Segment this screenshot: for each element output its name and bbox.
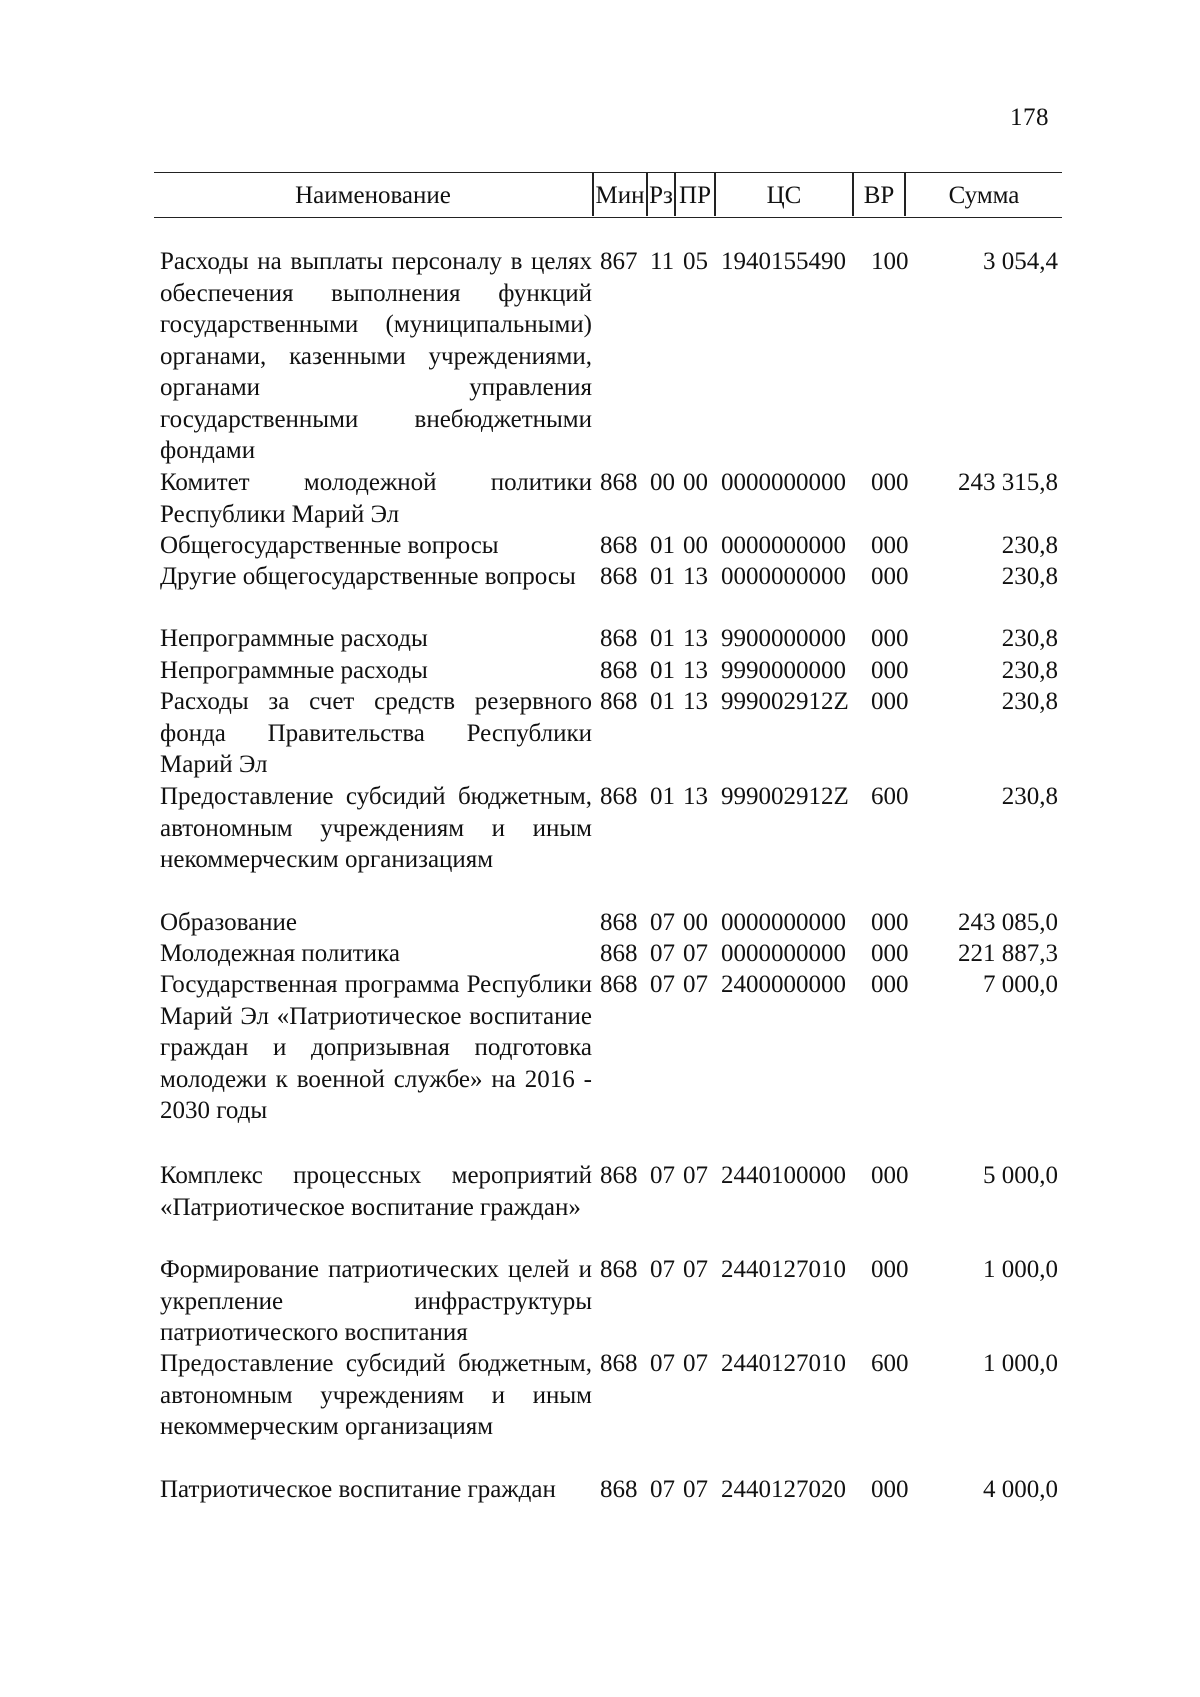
row-rz: 01 bbox=[650, 657, 675, 684]
row-min: 868 bbox=[600, 1162, 638, 1189]
header-min: Мин bbox=[595, 182, 645, 209]
row-pr: 00 bbox=[683, 532, 708, 559]
row-rz: 01 bbox=[650, 563, 675, 590]
row-vr: 100 bbox=[871, 248, 909, 275]
row-pr: 07 bbox=[683, 1350, 708, 1377]
row-name: Государственная программа Республики Марий Эл «Патриотическое воспитание граждан и допризывная подготовка молодежи к военной службе» на 2016 - 2030 годы bbox=[160, 971, 592, 1124]
row-sum: 243 085,0 bbox=[958, 909, 1058, 936]
row-rz: 00 bbox=[650, 469, 675, 496]
row-sum: 230,8 bbox=[1001, 625, 1058, 652]
row-rz: 01 bbox=[650, 625, 675, 652]
header-cs: ЦС bbox=[766, 182, 802, 209]
row-name: Предоставление субсидий бюджетным, автономным учреждениям и иным некоммерческим организациям bbox=[160, 1350, 592, 1440]
row-pr: 07 bbox=[683, 1162, 708, 1189]
row-rz: 07 bbox=[650, 1476, 675, 1503]
page-number: 178 bbox=[1010, 104, 1049, 131]
row-sum: 4 000,0 bbox=[983, 1476, 1058, 1503]
row-vr: 000 bbox=[871, 909, 909, 936]
row-cs: 2440127010 bbox=[721, 1256, 846, 1283]
row-cs: 0000000000 bbox=[721, 532, 846, 559]
row-min: 868 bbox=[600, 940, 638, 967]
row-vr: 000 bbox=[871, 1476, 909, 1503]
row-name: Комитет молодежной политики Республики Марий Эл bbox=[160, 469, 592, 528]
row-vr: 000 bbox=[871, 625, 909, 652]
row-vr: 000 bbox=[871, 971, 909, 998]
row-vr: 000 bbox=[871, 563, 909, 590]
row-rz: 07 bbox=[650, 940, 675, 967]
row-pr: 13 bbox=[683, 688, 708, 715]
row-vr: 600 bbox=[871, 1350, 909, 1377]
row-cs: 0000000000 bbox=[721, 563, 846, 590]
row-pr: 13 bbox=[683, 625, 708, 652]
row-sum: 1 000,0 bbox=[983, 1256, 1058, 1283]
row-sum: 1 000,0 bbox=[983, 1350, 1058, 1377]
row-pr: 00 bbox=[683, 469, 708, 496]
row-rz: 01 bbox=[650, 688, 675, 715]
row-name: Предоставление субсидий бюджетным, автономным учреждениям и иным некоммерческим организациям bbox=[160, 783, 592, 873]
row-sum: 5 000,0 bbox=[983, 1162, 1058, 1189]
row-pr: 13 bbox=[683, 783, 708, 810]
header-pr: ПР bbox=[679, 182, 711, 209]
row-vr: 000 bbox=[871, 469, 909, 496]
row-cs: 9990000000 bbox=[721, 657, 846, 684]
row-name: Расходы на выплаты персоналу в целях обеспечения выполнения функций государственными (муниципальными) органами, казенными учреждениями, органами управления государственными внебюджетными фондами bbox=[160, 248, 592, 464]
row-pr: 07 bbox=[683, 1256, 708, 1283]
row-name: Непрограммные расходы bbox=[160, 657, 428, 684]
row-min: 868 bbox=[600, 469, 638, 496]
row-pr: 07 bbox=[683, 1476, 708, 1503]
row-cs: 2440127020 bbox=[721, 1476, 846, 1503]
row-rz: 01 bbox=[650, 532, 675, 559]
row-name: Патриотическое воспитание граждан bbox=[160, 1476, 556, 1503]
row-rz: 07 bbox=[650, 971, 675, 998]
row-sum: 230,8 bbox=[1001, 688, 1058, 715]
row-cs: 2400000000 bbox=[721, 971, 846, 998]
row-cs: 0000000000 bbox=[721, 469, 846, 496]
row-vr: 000 bbox=[871, 688, 909, 715]
row-min: 868 bbox=[600, 625, 638, 652]
row-rz: 01 bbox=[650, 783, 675, 810]
header-rz: Рз bbox=[649, 182, 673, 209]
row-name: Расходы за счет средств резервного фонда Правительства Республики Марий Эл bbox=[160, 688, 592, 778]
row-name: Непрограммные расходы bbox=[160, 625, 428, 652]
header-vr: ВР bbox=[863, 182, 895, 209]
row-sum: 230,8 bbox=[1001, 563, 1058, 590]
row-sum: 230,8 bbox=[1001, 783, 1058, 810]
row-name: Молодежная политика bbox=[160, 940, 400, 967]
row-sum: 3 054,4 bbox=[983, 248, 1058, 275]
row-cs: 999002912Z bbox=[721, 688, 849, 715]
row-cs: 1940155490 bbox=[721, 248, 846, 275]
row-rz: 07 bbox=[650, 909, 675, 936]
row-min: 868 bbox=[600, 688, 638, 715]
row-cs: 999002912Z bbox=[721, 783, 849, 810]
row-name: Образование bbox=[160, 909, 298, 936]
row-name: Формирование патриотических целей и укрепление инфраструктуры патриотического воспитания bbox=[160, 1256, 592, 1346]
row-vr: 000 bbox=[871, 1162, 909, 1189]
row-pr: 00 bbox=[683, 909, 708, 936]
row-cs: 0000000000 bbox=[721, 940, 846, 967]
row-pr: 13 bbox=[683, 657, 708, 684]
row-min: 868 bbox=[600, 657, 638, 684]
row-min: 868 bbox=[600, 909, 638, 936]
header-name: Наименование bbox=[295, 182, 451, 209]
row-rz: 11 bbox=[650, 248, 675, 275]
row-pr: 07 bbox=[683, 940, 708, 967]
row-cs: 9900000000 bbox=[721, 625, 846, 652]
row-vr: 000 bbox=[871, 1256, 909, 1283]
row-rz: 07 bbox=[650, 1350, 675, 1377]
row-sum: 230,8 bbox=[1001, 657, 1058, 684]
row-min: 868 bbox=[600, 1256, 638, 1283]
row-vr: 600 bbox=[871, 783, 909, 810]
row-cs: 0000000000 bbox=[721, 909, 846, 936]
row-sum: 221 887,3 bbox=[958, 940, 1058, 967]
row-name: Общегосударственные вопросы bbox=[160, 532, 499, 559]
row-min: 868 bbox=[600, 563, 638, 590]
row-min: 868 bbox=[600, 1350, 638, 1377]
header-sum: Сумма bbox=[948, 182, 1020, 209]
row-pr: 07 bbox=[683, 971, 708, 998]
row-sum: 230,8 bbox=[1001, 532, 1058, 559]
row-sum: 7 000,0 bbox=[983, 971, 1058, 998]
row-pr: 05 bbox=[683, 248, 708, 275]
row-name: Комплекс процессных мероприятий «Патриотическое воспитание граждан» bbox=[160, 1162, 592, 1221]
row-vr: 000 bbox=[871, 940, 909, 967]
row-vr: 000 bbox=[871, 657, 909, 684]
row-min: 868 bbox=[600, 532, 638, 559]
row-min: 867 bbox=[600, 248, 638, 275]
row-rz: 07 bbox=[650, 1162, 675, 1189]
row-min: 868 bbox=[600, 1476, 638, 1503]
row-cs: 2440127010 bbox=[721, 1350, 846, 1377]
row-vr: 000 bbox=[871, 532, 909, 559]
row-min: 868 bbox=[600, 971, 638, 998]
row-name: Другие общегосударственные вопросы bbox=[160, 563, 576, 590]
row-rz: 07 bbox=[650, 1256, 675, 1283]
row-cs: 2440100000 bbox=[721, 1162, 846, 1189]
row-pr: 13 bbox=[683, 563, 708, 590]
row-min: 868 bbox=[600, 783, 638, 810]
row-sum: 243 315,8 bbox=[958, 469, 1058, 496]
